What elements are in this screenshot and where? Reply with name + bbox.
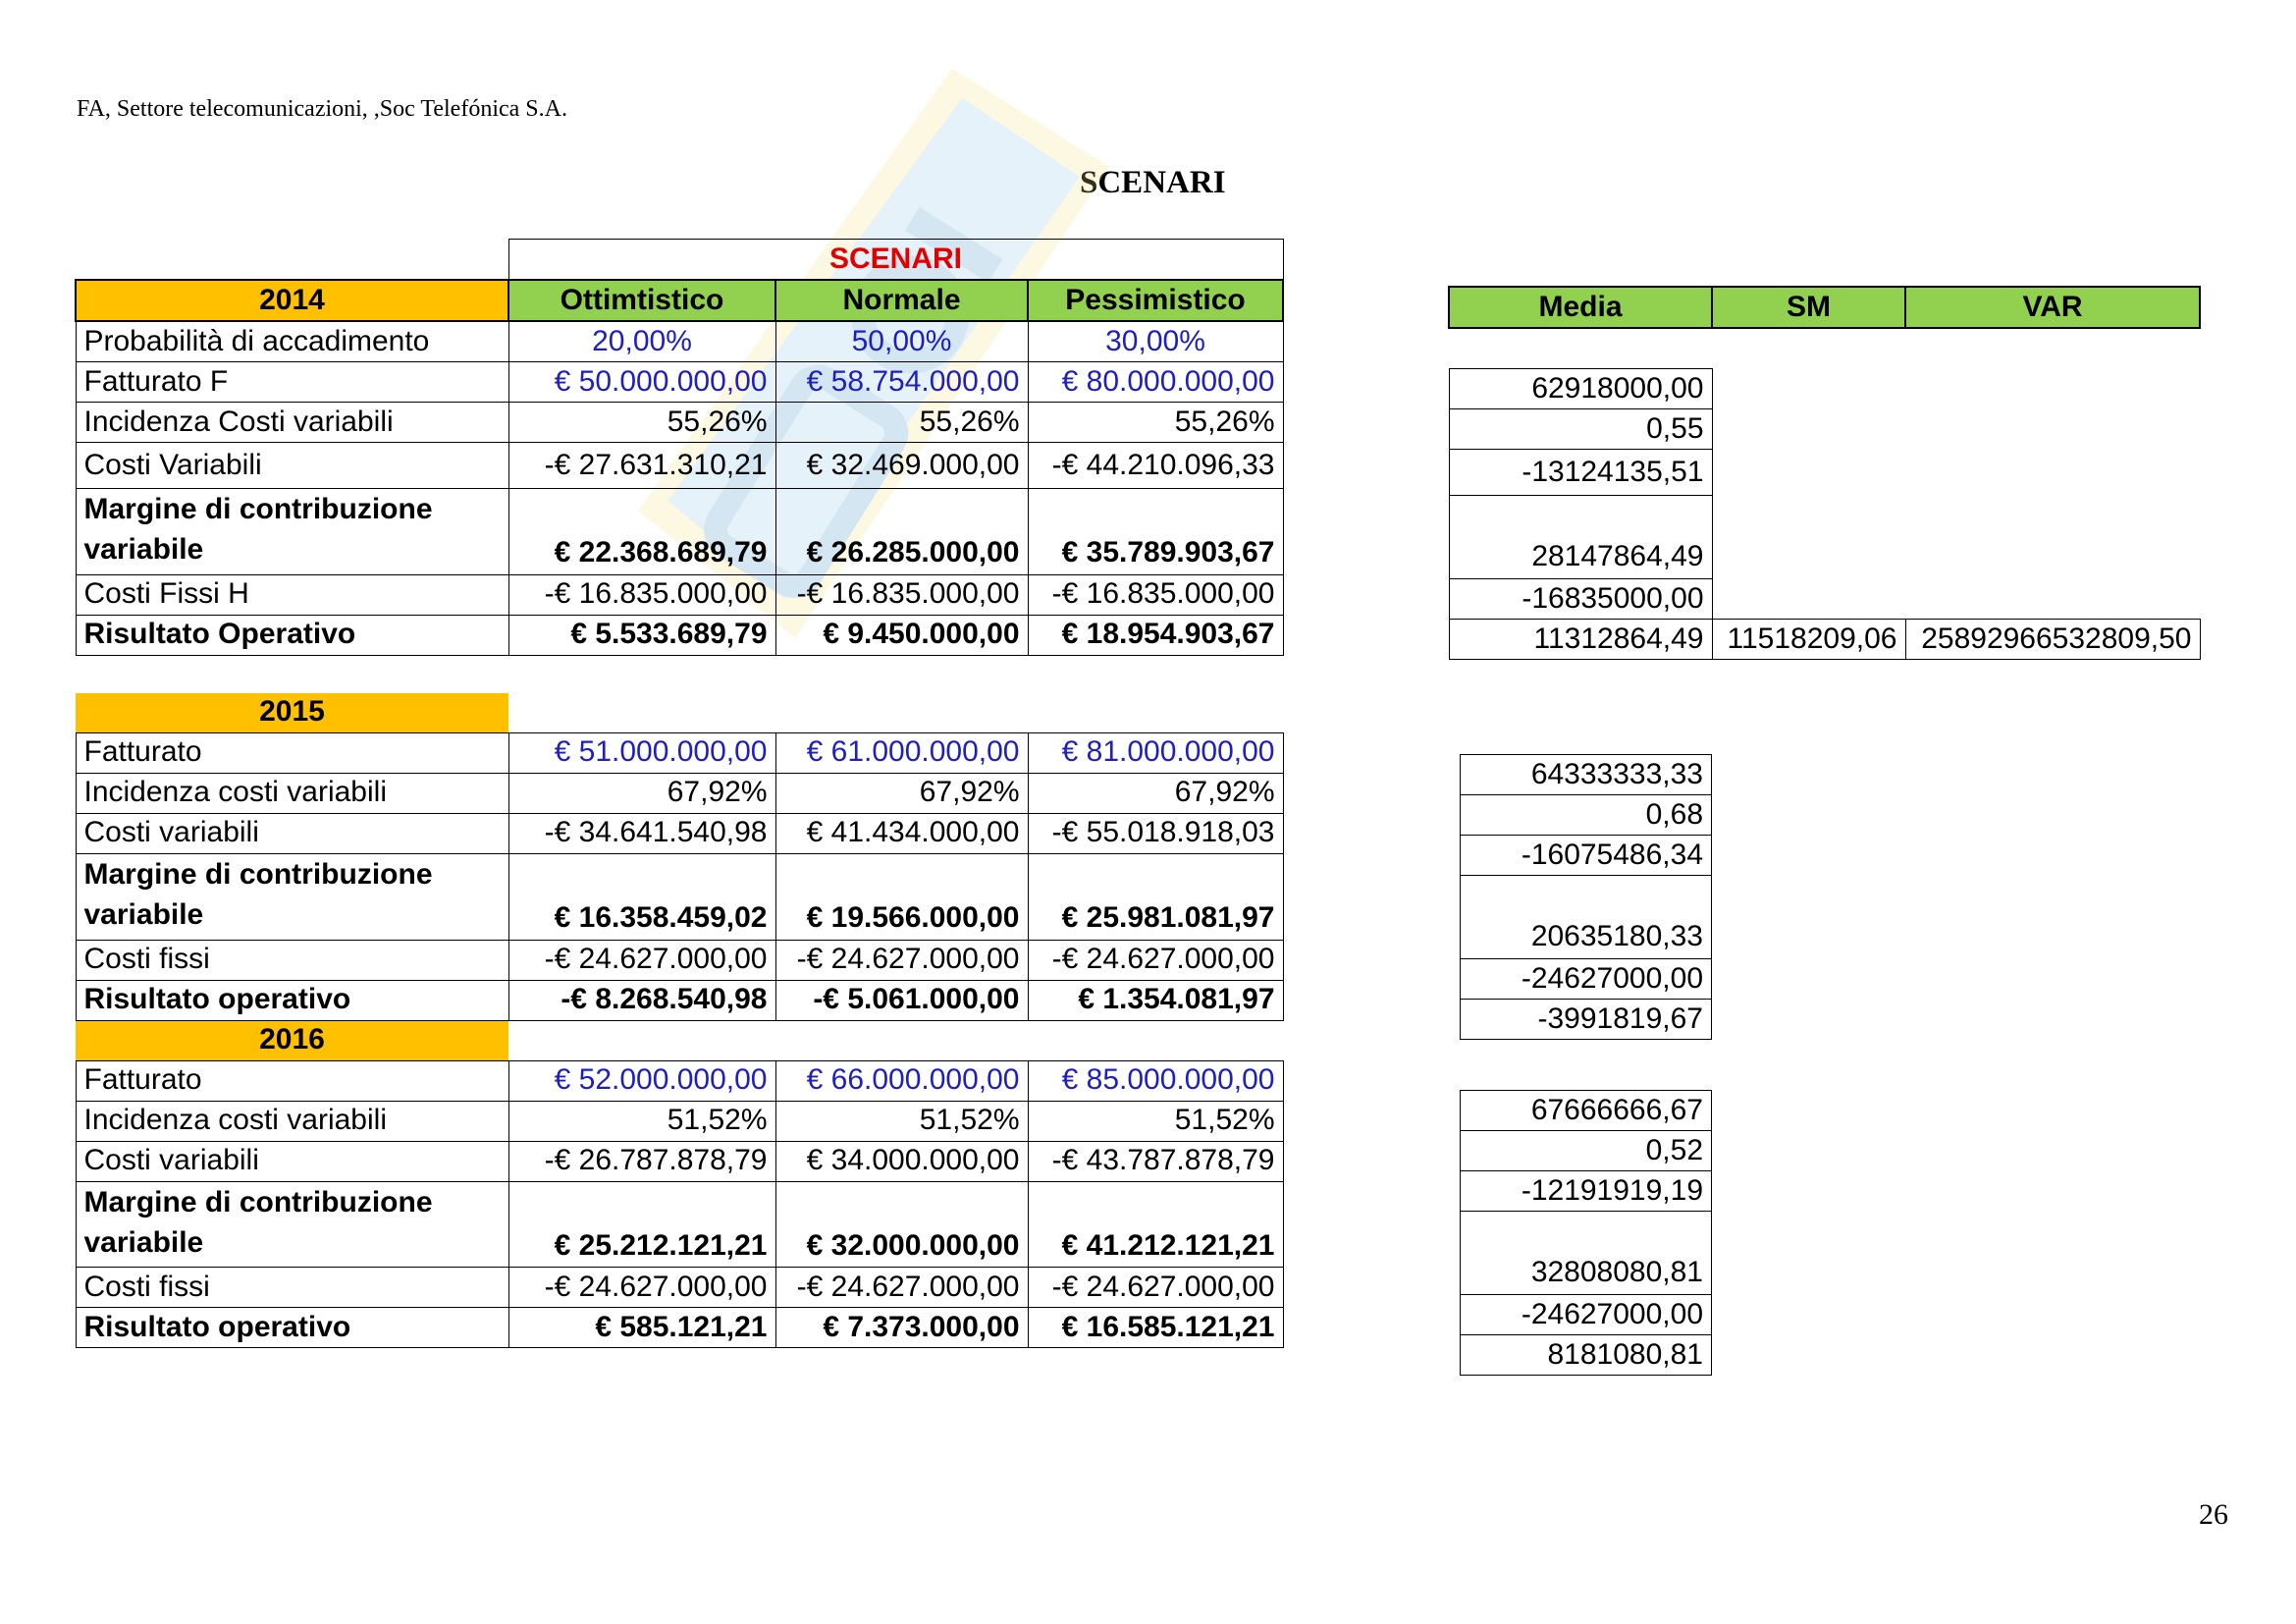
media-value: 67666666,67 bbox=[1461, 1091, 1712, 1131]
row-label: Margine di contribuzione variabile bbox=[76, 853, 508, 940]
table-row bbox=[76, 1141, 1283, 1181]
table-row bbox=[76, 362, 1283, 403]
sm-value: 11518209,06 bbox=[1712, 620, 1905, 660]
table-row bbox=[76, 321, 1283, 362]
cell-value: -€ 55.018.918,03 bbox=[1028, 813, 1283, 853]
cell-value: -€ 24.627.000,00 bbox=[775, 940, 1028, 980]
cell-value: 51,52% bbox=[1028, 1101, 1283, 1141]
media-value: -24627000,00 bbox=[1461, 959, 1712, 1000]
col-var: VAR bbox=[1905, 287, 2200, 328]
media-value: -16835000,00 bbox=[1449, 579, 1712, 620]
media-value: 28147864,49 bbox=[1449, 496, 1712, 579]
media-value: 32808080,81 bbox=[1461, 1212, 1712, 1295]
row-label: Risultato Operativo bbox=[76, 615, 508, 655]
media-value: 0,55 bbox=[1449, 409, 1712, 450]
cell-value: € 25.212.121,21 bbox=[508, 1181, 775, 1268]
cell-value: € 1.354.081,97 bbox=[1028, 980, 1283, 1020]
media-value: -24627000,00 bbox=[1461, 1295, 1712, 1335]
cell-value: € 80.000.000,00 bbox=[1028, 362, 1283, 403]
table-row bbox=[76, 1101, 1283, 1141]
table-row bbox=[76, 1060, 1283, 1101]
cell-value: -€ 34.641.540,98 bbox=[508, 813, 775, 853]
cell-value: 67,92% bbox=[775, 773, 1028, 813]
cell-value: 51,52% bbox=[775, 1101, 1028, 1141]
media-value: 8181080,81 bbox=[1461, 1335, 1712, 1376]
cell-value: -€ 24.627.000,00 bbox=[775, 1268, 1028, 1308]
table-row bbox=[76, 489, 1283, 575]
cell-value: 55,26% bbox=[508, 403, 775, 443]
cell-value: € 34.000.000,00 bbox=[775, 1141, 1028, 1181]
cell-value: 20,00% bbox=[508, 321, 775, 362]
table-row bbox=[76, 813, 1283, 853]
row-label: Costi Variabili bbox=[76, 443, 508, 489]
cell-value: € 81.000.000,00 bbox=[1028, 732, 1283, 773]
year-2014-header: 2014 bbox=[76, 280, 508, 321]
row-label: Incidenza costi variabili bbox=[76, 1101, 508, 1141]
media-table-2016 bbox=[1460, 1090, 1712, 1376]
cell-value: 55,26% bbox=[1028, 403, 1283, 443]
cell-value: -€ 27.631.310,21 bbox=[508, 443, 775, 489]
cell-value: -€ 5.061.000,00 bbox=[775, 980, 1028, 1020]
media-value: -12191919,19 bbox=[1461, 1171, 1712, 1212]
table-row bbox=[76, 853, 1283, 940]
col-pessimistico: Pessimistico bbox=[1028, 280, 1283, 321]
cell-value: -€ 16.835.000,00 bbox=[775, 574, 1028, 615]
scenari-label: SCENARI bbox=[508, 240, 1283, 281]
table-row bbox=[76, 1268, 1283, 1308]
media-value: -13124135,51 bbox=[1449, 450, 1712, 496]
row-label: Costi fissi bbox=[76, 940, 508, 980]
cell-value: € 22.368.689,79 bbox=[508, 489, 775, 575]
cell-value: -€ 26.787.878,79 bbox=[508, 1141, 775, 1181]
row-label: Margine di contribuzione variabile bbox=[76, 1181, 508, 1268]
media-value: 0,52 bbox=[1461, 1131, 1712, 1171]
table-row bbox=[76, 773, 1283, 813]
cell-value: € 5.533.689,79 bbox=[508, 615, 775, 655]
cell-value: € 19.566.000,00 bbox=[775, 853, 1028, 940]
cell-value: -€ 16.835.000,00 bbox=[1028, 574, 1283, 615]
row-label: Probabilità di accadimento bbox=[76, 321, 508, 362]
cell-value: -€ 43.787.878,79 bbox=[1028, 1141, 1283, 1181]
cell-value: € 16.585.121,21 bbox=[1028, 1308, 1283, 1348]
cell-value: € 61.000.000,00 bbox=[775, 732, 1028, 773]
cell-value: € 18.954.903,67 bbox=[1028, 615, 1283, 655]
cell-value: -€ 16.835.000,00 bbox=[508, 574, 775, 615]
cell-value: € 32.469.000,00 bbox=[775, 443, 1028, 489]
media-value: 20635180,33 bbox=[1461, 876, 1712, 959]
cell-value: 51,52% bbox=[508, 1101, 775, 1141]
cell-value: € 41.212.121,21 bbox=[1028, 1181, 1283, 1268]
year-2015-header: 2015 bbox=[76, 693, 508, 733]
cell-value: -€ 44.210.096,33 bbox=[1028, 443, 1283, 489]
row-label: Fatturato bbox=[76, 1060, 508, 1101]
row-label: Costi fissi bbox=[76, 1268, 508, 1308]
media-table-2015 bbox=[1460, 754, 1712, 1040]
table-row bbox=[76, 443, 1283, 489]
col-ottimistico: Ottimtistico bbox=[508, 280, 775, 321]
table-row bbox=[76, 940, 1283, 980]
row-label: Incidenza Costi variabili bbox=[76, 403, 508, 443]
table-row bbox=[76, 403, 1283, 443]
cell-value: € 35.789.903,67 bbox=[1028, 489, 1283, 575]
var-value: 25892966532809,50 bbox=[1905, 620, 2200, 660]
row-label: Costi Fissi H bbox=[76, 574, 508, 615]
cell-value: € 9.450.000,00 bbox=[775, 615, 1028, 655]
row-label: Fatturato F bbox=[76, 362, 508, 403]
media-value: 64333333,33 bbox=[1461, 755, 1712, 795]
cell-value: 55,26% bbox=[775, 403, 1028, 443]
cell-value: € 26.285.000,00 bbox=[775, 489, 1028, 575]
scenari-table bbox=[75, 239, 1284, 1348]
media-value: 0,68 bbox=[1461, 795, 1712, 836]
stats-table-2014 bbox=[1448, 286, 2201, 660]
media-value: 11312864,49 bbox=[1449, 620, 1712, 660]
cell-value: 50,00% bbox=[775, 321, 1028, 362]
table-row bbox=[76, 732, 1283, 773]
row-label: Incidenza costi variabili bbox=[76, 773, 508, 813]
table-row bbox=[76, 980, 1283, 1020]
row-label: Risultato operativo bbox=[76, 1308, 508, 1348]
table-row bbox=[76, 574, 1283, 615]
media-value: -3991819,67 bbox=[1461, 1000, 1712, 1040]
cell-value: € 85.000.000,00 bbox=[1028, 1060, 1283, 1101]
cell-value: € 51.000.000,00 bbox=[508, 732, 775, 773]
col-media: Media bbox=[1449, 287, 1712, 328]
cell-value: € 50.000.000,00 bbox=[508, 362, 775, 403]
cell-value: € 585.121,21 bbox=[508, 1308, 775, 1348]
cell-value: 30,00% bbox=[1028, 321, 1283, 362]
cell-value: -€ 8.268.540,98 bbox=[508, 980, 775, 1020]
page-number: 26 bbox=[2199, 1498, 2228, 1531]
row-label: Costi variabili bbox=[76, 1141, 508, 1181]
cell-value: € 41.434.000,00 bbox=[775, 813, 1028, 853]
row-label: Fatturato bbox=[76, 732, 508, 773]
cell-value: 67,92% bbox=[1028, 773, 1283, 813]
table-row bbox=[76, 1181, 1283, 1268]
col-normale: Normale bbox=[775, 280, 1028, 321]
document-subtitle: FA, Settore telecomunicazioni, ,Soc Telefónica S.A. bbox=[77, 96, 567, 122]
cell-value: -€ 24.627.000,00 bbox=[508, 1268, 775, 1308]
row-label: Risultato operativo bbox=[76, 980, 508, 1020]
cell-value: € 66.000.000,00 bbox=[775, 1060, 1028, 1101]
cell-value: € 58.754.000,00 bbox=[775, 362, 1028, 403]
cell-value: € 52.000.000,00 bbox=[508, 1060, 775, 1101]
page-heading: SCENARI bbox=[1080, 165, 1226, 200]
row-label: Margine di contribuzione variabile bbox=[76, 489, 508, 575]
cell-value: € 7.373.000,00 bbox=[775, 1308, 1028, 1348]
col-sm: SM bbox=[1712, 287, 1905, 328]
cell-value: -€ 24.627.000,00 bbox=[508, 940, 775, 980]
cell-value: € 32.000.000,00 bbox=[775, 1181, 1028, 1268]
row-label: Costi variabili bbox=[76, 813, 508, 853]
table-row bbox=[76, 1308, 1283, 1348]
cell-value: € 16.358.459,02 bbox=[508, 853, 775, 940]
media-value: 62918000,00 bbox=[1449, 369, 1712, 409]
year-2016-header: 2016 bbox=[76, 1020, 508, 1060]
cell-value: 67,92% bbox=[508, 773, 775, 813]
table-row bbox=[76, 615, 1283, 655]
cell-value: -€ 24.627.000,00 bbox=[1028, 1268, 1283, 1308]
media-value: -16075486,34 bbox=[1461, 836, 1712, 876]
cell-value: € 25.981.081,97 bbox=[1028, 853, 1283, 940]
cell-value: -€ 24.627.000,00 bbox=[1028, 940, 1283, 980]
